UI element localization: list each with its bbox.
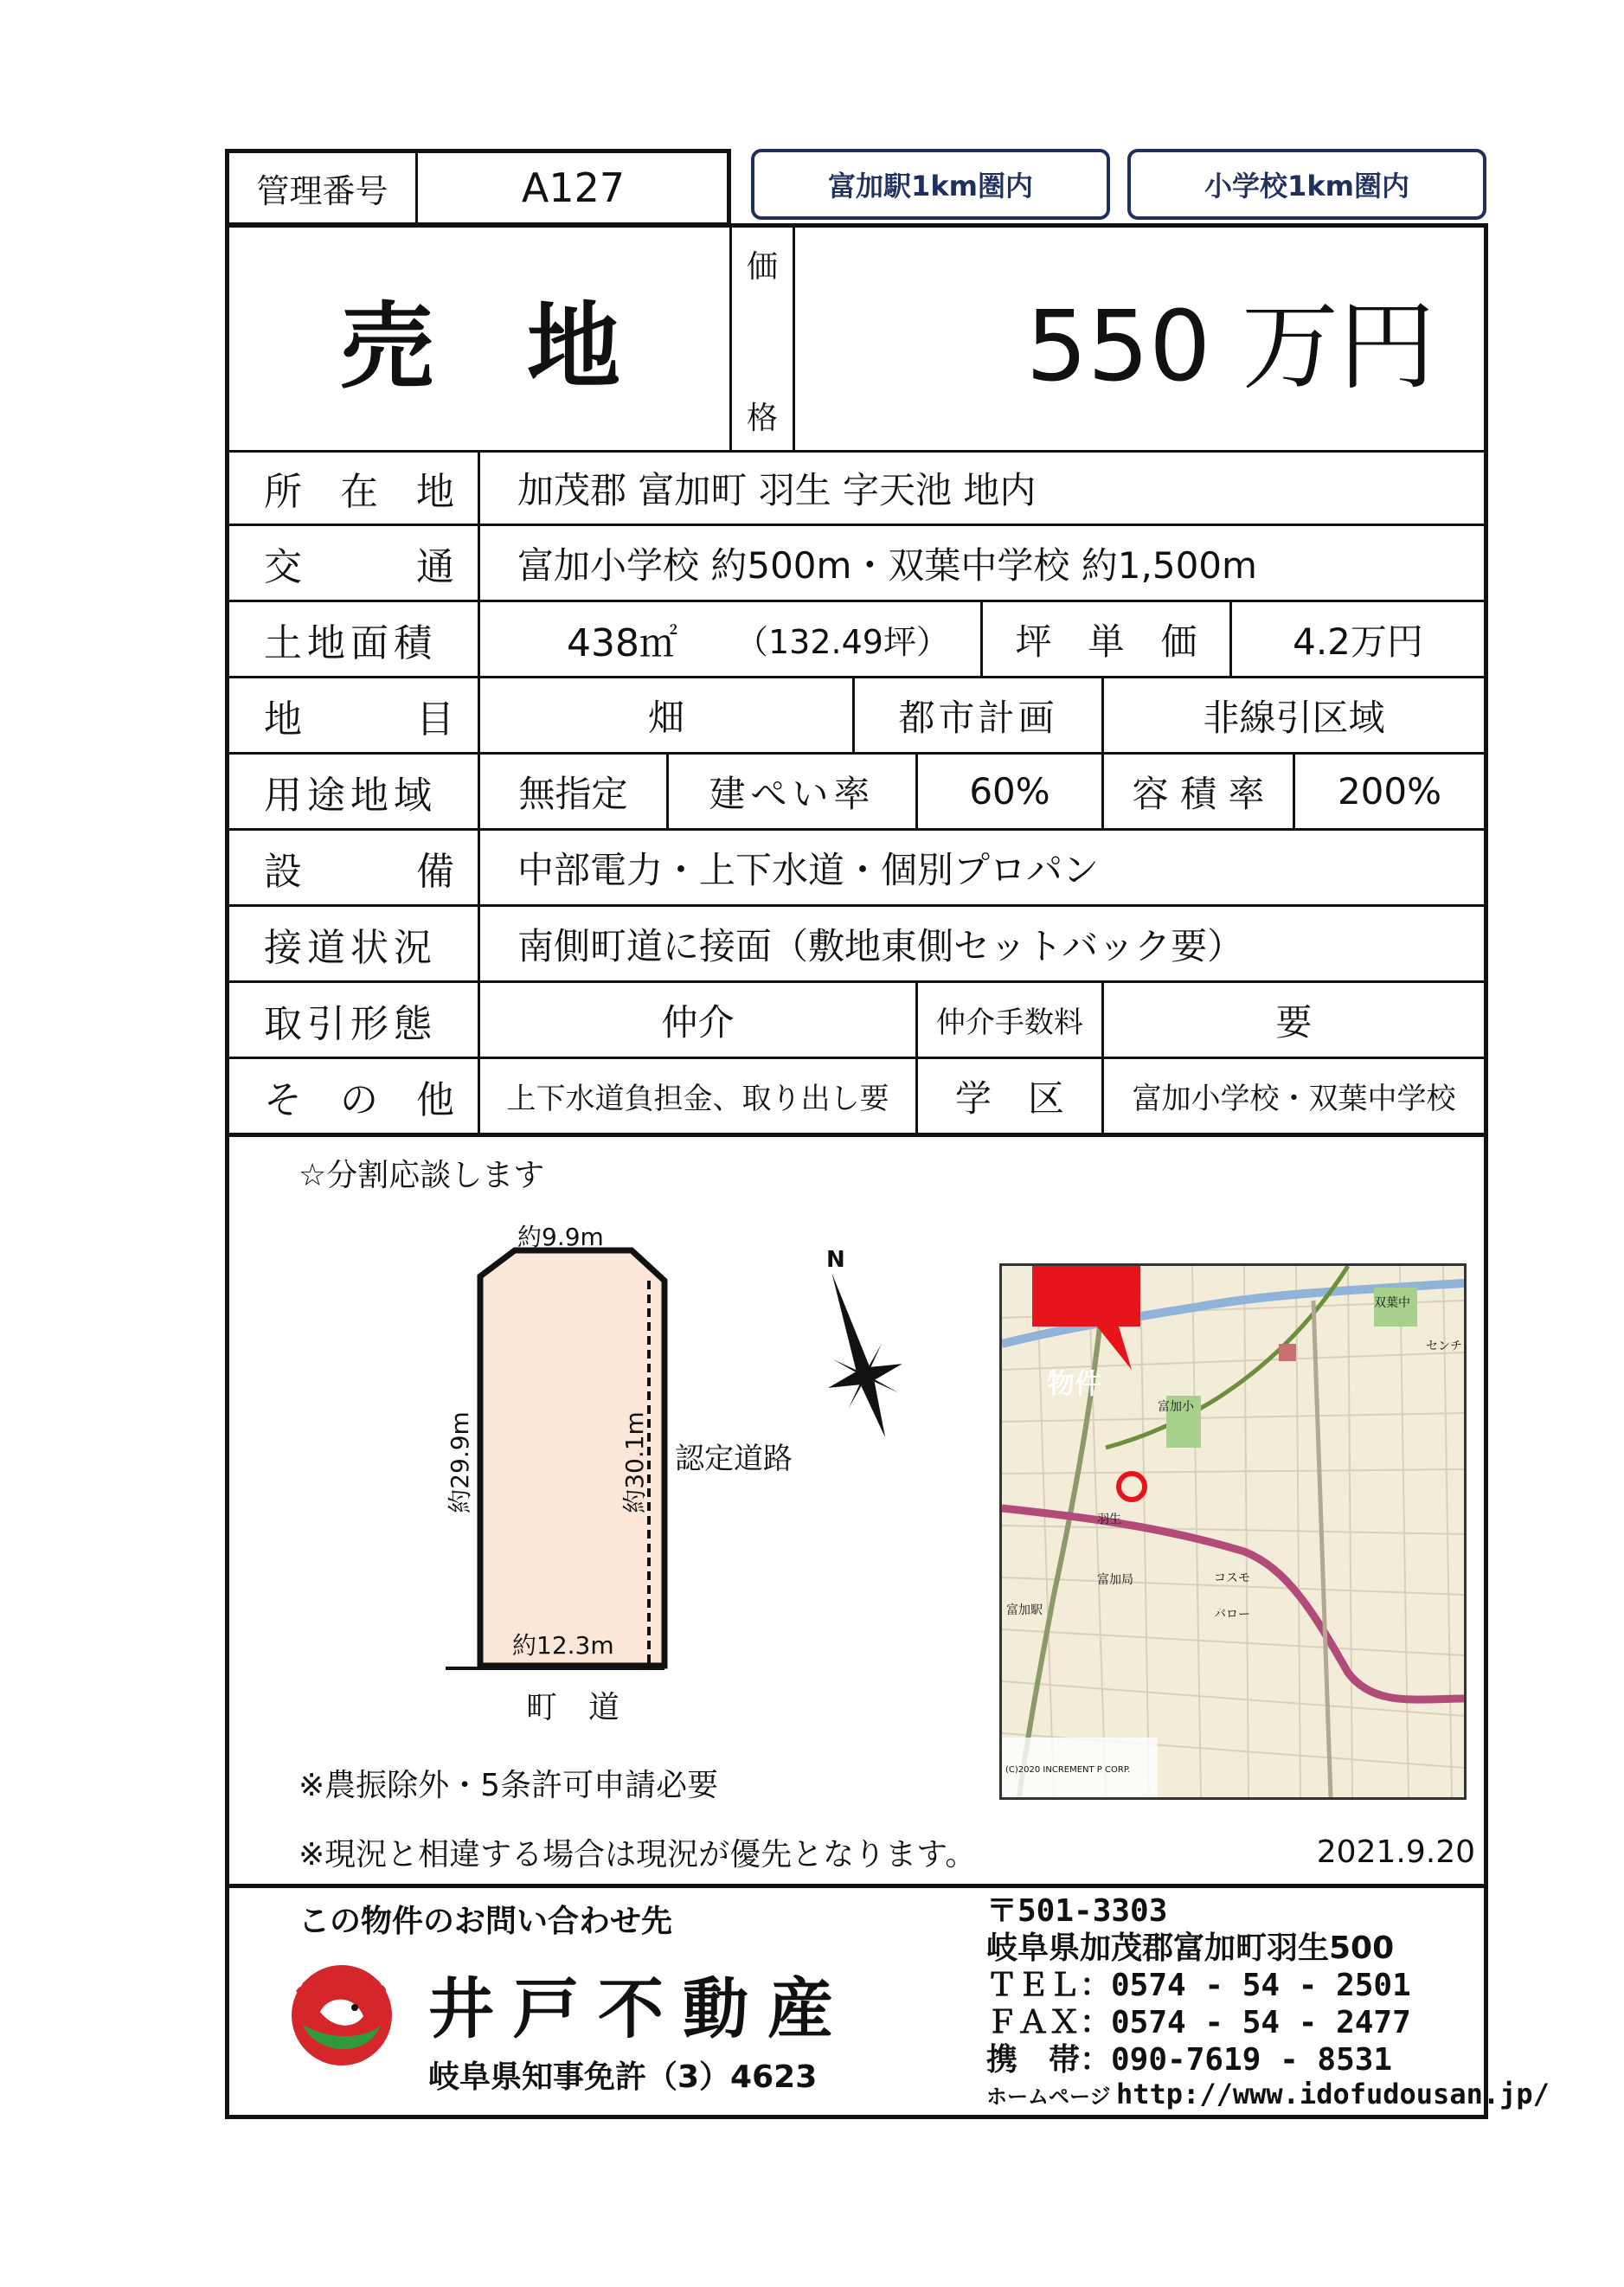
zip: 〒501-3303 — [986, 1892, 1168, 1929]
far-value: 200% — [1337, 770, 1442, 813]
map-valor: バロー — [1214, 1608, 1250, 1622]
cityplan-value: 非線引区域 — [1203, 696, 1385, 739]
address: 岐阜県加茂郡富加町羽生500 — [986, 1930, 1395, 1966]
map-school: 富加小 — [1158, 1400, 1194, 1414]
other-label: そ の 他 — [264, 1077, 454, 1122]
mobile: 携 帯：090-7619 - 8531 — [986, 2041, 1393, 2078]
facility-value: 中部電力・上下水道・個別プロパン — [517, 848, 1100, 891]
mgmt-number-label: 管理番号 — [256, 171, 388, 210]
school-value: 富加小学校・双葉中学校 — [1132, 1082, 1456, 1116]
deal-value: 仲介 — [661, 1000, 735, 1044]
road-side-label: 認定道路 — [675, 1442, 793, 1476]
badge-school: 小学校1km圏内 — [1127, 149, 1486, 220]
area-value: 438㎡ — [567, 620, 677, 665]
area-tsubo: （132.49坪） — [735, 623, 949, 661]
bottom-width-label: 約12.3m — [512, 1631, 614, 1660]
map-center: センチ — [1426, 1339, 1462, 1353]
map-habu: 羽生 — [1097, 1513, 1121, 1526]
badge-station: 富加駅1km圏内 — [751, 149, 1110, 220]
map-station: 富加駅 — [1006, 1603, 1043, 1617]
price-value: 550 万円 — [1025, 291, 1435, 403]
right-length-label: 約30.1m — [620, 1411, 649, 1513]
date: 2021.9.20 — [1316, 1834, 1475, 1870]
note-1: ※農振除外・5条許可申請必要 — [298, 1767, 719, 1803]
unit-price-value: 4.2万円 — [1293, 620, 1423, 663]
company-logo — [281, 1951, 402, 2072]
note-top: ☆分割応談します — [298, 1157, 545, 1193]
map-property-label: 物件 — [1047, 1367, 1103, 1400]
left-length-label: 約29.9m — [446, 1411, 474, 1513]
mgmt-divider — [415, 153, 418, 222]
north-label: N — [826, 1247, 845, 1273]
road-bottom-label: 町 道 — [526, 1689, 620, 1725]
facility-label: 設 備 — [264, 849, 454, 894]
zoning-value: 無指定 — [518, 772, 628, 815]
zoning-label: 用途地域 — [264, 773, 437, 818]
unit-price-label: 坪 単 価 — [1015, 620, 1197, 663]
landcat-value: 畑 — [647, 696, 684, 739]
location-value: 加茂郡 富加町 羽生 字天池 地内 — [517, 469, 1037, 511]
landcat-label: 地 目 — [264, 697, 454, 742]
map-junior: 双葉中 — [1374, 1296, 1410, 1310]
website-link[interactable]: http://www.idofudousan.jp/ — [1116, 2078, 1550, 2110]
logo-text: REAL PARTNER — [294, 1965, 389, 2000]
road-value: 南側町道に接面（敷地東側セットバック要） — [517, 924, 1244, 967]
price-label-bottom: 格 — [746, 400, 778, 436]
coverage-value: 60% — [969, 770, 1050, 813]
fax: ＦＡＸ：0574 - 54 - 2477 — [986, 2004, 1411, 2040]
road-label: 接道状況 — [264, 925, 437, 970]
map-post: 富加局 — [1097, 1573, 1133, 1587]
cityplan-label: 都市計画 — [898, 696, 1058, 739]
location-label: 所 在 地 — [264, 470, 454, 514]
top-width-label: 約9.9m — [517, 1223, 604, 1251]
coverage-label: 建ぺい率 — [709, 772, 876, 815]
license: 岐阜県知事免許（3）4623 — [428, 2059, 818, 2095]
area-label: 土地面積 — [264, 620, 437, 665]
location-map — [999, 1263, 1467, 1800]
far-label: 容 積 率 — [1132, 772, 1265, 815]
transport-label: 交 通 — [264, 544, 454, 589]
school-label: 学 区 — [954, 1076, 1064, 1120]
other-value: 上下水道負担金、取り出し要 — [506, 1082, 889, 1116]
price-label-top: 価 — [746, 248, 778, 285]
fee-value: 要 — [1275, 1000, 1313, 1044]
tel: ＴＥＬ：0574 - 54 - 2501 — [986, 1967, 1411, 2003]
property-type: 売 地 — [339, 293, 620, 402]
transport-value: 富加小学校 約500m・双葉中学校 約1,500m — [517, 543, 1257, 587]
deal-label: 取引形態 — [264, 1001, 437, 1046]
inquiry-label: この物件のお問い合わせ先 — [298, 1904, 673, 1939]
hp-label: ホームページ — [986, 2084, 1111, 2109]
row-line — [229, 1133, 1484, 1137]
row-line — [229, 1884, 1484, 1888]
company-name: 井戸不動産 — [428, 1969, 852, 2047]
compass-icon — [805, 1246, 926, 1436]
mgmt-number-value: A127 — [521, 164, 626, 211]
map-cosmo: コスモ — [1214, 1571, 1250, 1585]
note-2: ※現況と相違する場合は現況が優先となります。 — [298, 1836, 977, 1873]
fee-label: 仲介手数料 — [936, 1005, 1083, 1040]
map-copyright: (C)2020 INCREMENT P CORP. — [1005, 1764, 1131, 1775]
